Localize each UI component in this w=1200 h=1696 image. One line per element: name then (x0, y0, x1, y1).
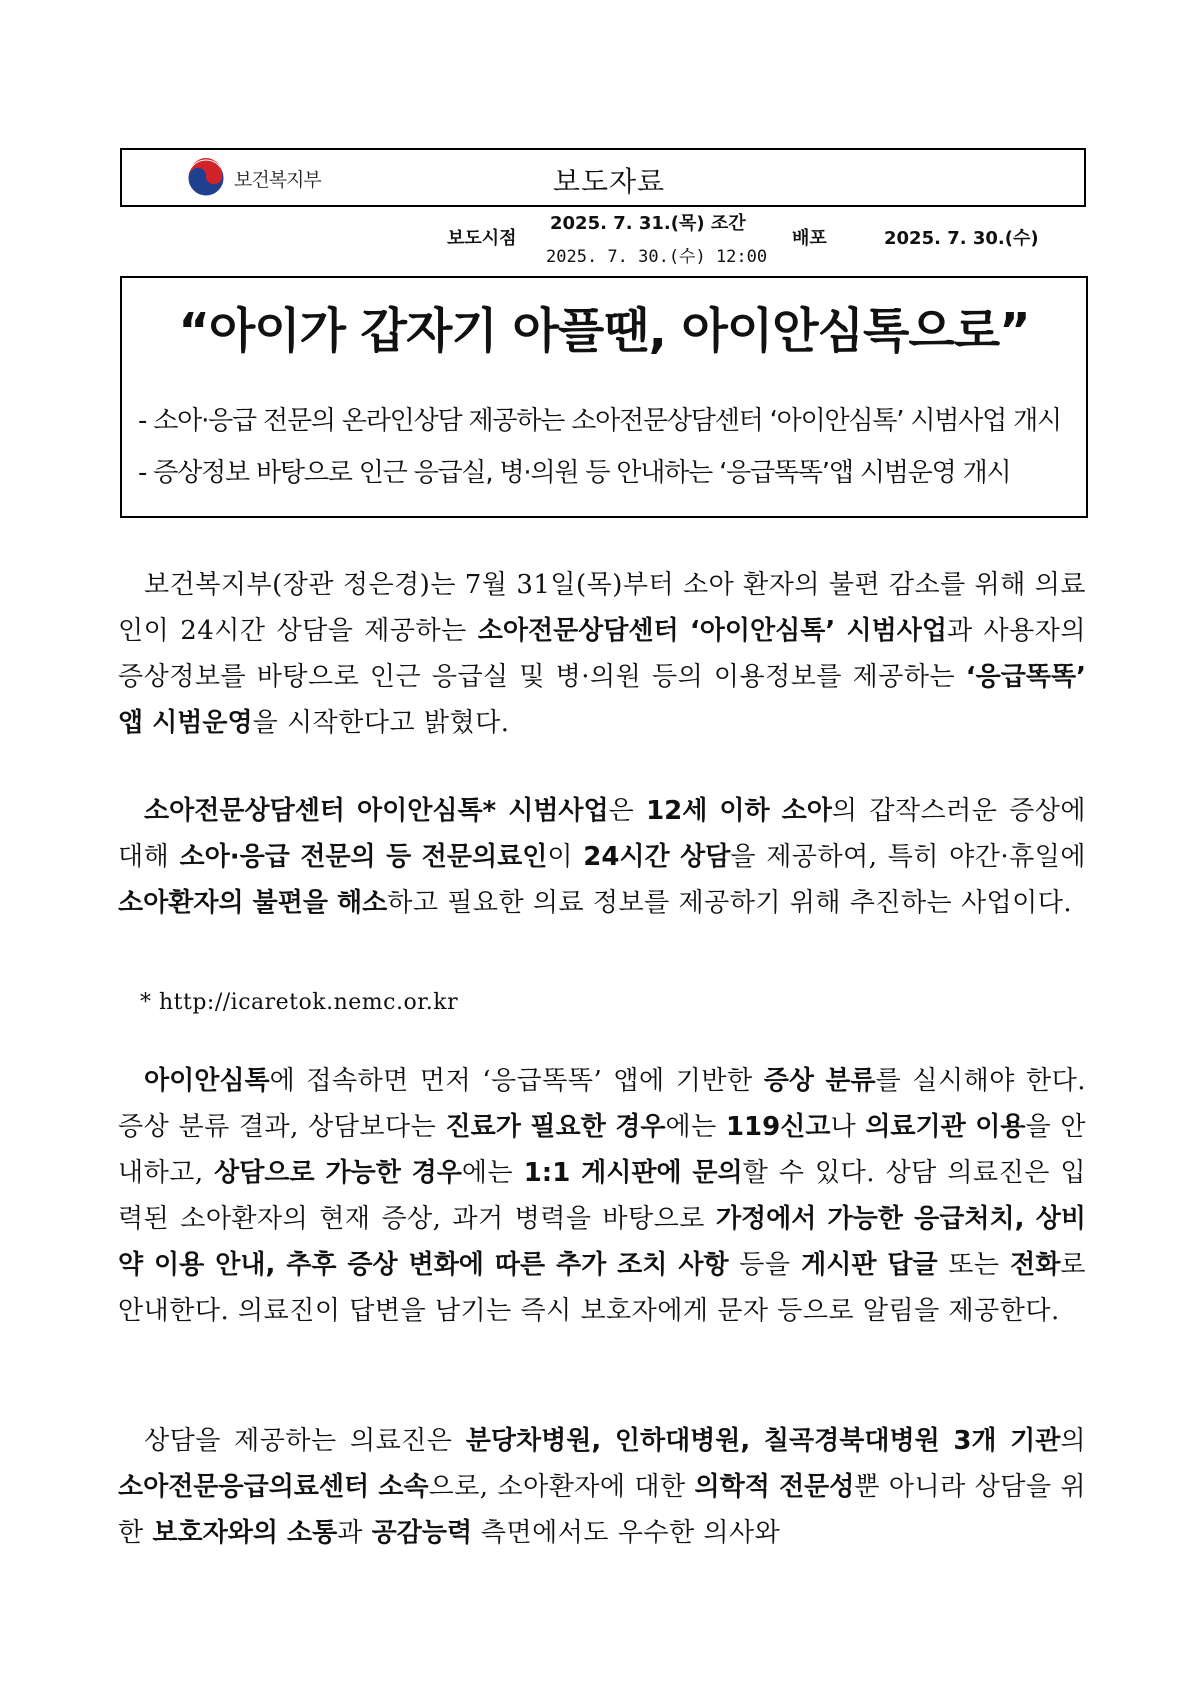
distribution-label: 배포 (792, 228, 827, 249)
p4-text-4: 뿐 아니라 상담을 위한 (118, 1472, 1087, 1548)
p1-text-1: 보건복지부(장관 정은경)는 7월 31일(목)부터 소아 환자의 불편 감소를 위해 의료인이 24시간 상담을 제공하는 (118, 570, 1086, 646)
p1-bold-2: ‘응급똑똑’ 앱 시범운영 (118, 662, 1086, 738)
p4-text-5: 과 (337, 1518, 372, 1548)
subtitle-2: - 증상정보 바탕으로 인근 응급실, 병·의원 등 안내하는 ‘응급똑똑’앱 시범운영 개시 (138, 458, 1011, 488)
p4-bold-3: 의학적 전문성 (694, 1472, 855, 1502)
paragraph-4 (118, 1418, 1086, 1556)
p3-text-6: 에는 (461, 1158, 524, 1188)
p4-bold-1: 분당차병원, 인하대병원, 칠곡경북대병원 3개 기관 (465, 1426, 1061, 1456)
p3-bold-5: 의료기관 이용 (865, 1112, 1026, 1142)
p1-text-3: 을 시작한다고 밝혔다. (252, 708, 510, 738)
p3-text-4: 나 (830, 1112, 866, 1142)
embargo-label: 보도시점 (447, 228, 517, 249)
p3-text-10: 로 안내한다. 의료진이 답변을 남기는 즉시 보호자에게 문자 등으로 알림을 제공한다. (118, 1250, 1087, 1326)
p4-bold-5: 공감능력 (371, 1518, 473, 1548)
paragraph-1 (118, 562, 1086, 746)
ministry-name: 보건복지부 (234, 168, 321, 191)
p3-bold-6: 상담으로 가능한 경우 (214, 1158, 462, 1188)
p2-bold-4: 24시간 상담 (583, 842, 731, 872)
p3-text-1: 에 접속하면 먼저 ‘응급똑똑’ 앱에 기반한 (269, 1066, 764, 1096)
p4-bold-4: 보호자와의 소통 (152, 1518, 338, 1548)
p3-text-9: 또는 (937, 1250, 1011, 1280)
p2-bold-3: 소아·응급 전문의 등 전문의료인 (179, 842, 548, 872)
p3-text-7: 할 수 있다. 상담 의료진은 입력된 소아환자의 현재 증상, 과거 병력을 바탕으로 (118, 1158, 1086, 1234)
p3-text-3: 에는 (665, 1112, 726, 1142)
embargo-online-time: 2025. 7. 30.(수) 12:00 (546, 247, 768, 267)
p2-text-1: 은 (608, 796, 647, 826)
p4-text-1: 상담을 제공하는 의료진은 (144, 1426, 466, 1456)
footnote-url: * http://icaretok.nemc.or.kr (140, 990, 459, 1015)
p3-text-2: 를 실시해야 한다. 증상 분류 결과, 상담보다는 (118, 1066, 1086, 1142)
p2-text-5: 하고 필요한 의료 정보를 제공하기 위해 추진하는 사업이다. (387, 888, 1073, 918)
p3-bold-10: 전화 (1010, 1250, 1061, 1280)
document-type: 보도자료 (552, 165, 666, 198)
p3-bold-7: 1:1 게시판에 문의 (523, 1158, 743, 1188)
p3-bold-2: 증상 분류 (763, 1066, 876, 1096)
paragraph-3 (118, 1058, 1086, 1334)
p3-bold-1: 아이안심톡 (144, 1066, 270, 1096)
p1-text-2: 과 사용자의 증상정보를 바탕으로 인근 응급실 및 병·의원 등의 이용정보를 제공하는 (118, 616, 1086, 692)
p2-bold-5: 소아환자의 불편을 해소 (118, 888, 388, 918)
p3-bold-8: 가정에서 가능한 응급처치, 상비약 이용 안내, 추후 증상 변화에 따른 추가 조치 사항 (118, 1204, 1086, 1280)
p4-bold-2: 소아전문응급의료센터 소속 (118, 1472, 429, 1502)
subtitle-1: - 소아·응급 전문의 온라인상담 제공하는 소아전문상담센터 ‘아이안심톡’ 시범사업 개시 (138, 406, 1061, 436)
p1-bold-1: 소아전문상담센터 ‘아이안심톡’ 시범사업 (477, 616, 947, 646)
p4-text-2: 의 (1060, 1426, 1087, 1456)
p2-bold-1: 소아전문상담센터 아이안심톡* 시범사업 (144, 796, 609, 826)
p3-bold-4: 119신고 (725, 1112, 831, 1142)
p4-text-6: 측면에서도 우수한 의사와 (472, 1518, 781, 1548)
p3-text-8: 등을 (728, 1250, 802, 1280)
p2-text-4: 을 제공하여, 특히 야간·휴일에 (730, 842, 1087, 872)
p2-text-2: 의 갑작스러운 증상에 대해 (118, 796, 1086, 872)
distribution-date: 2025. 7. 30.(수) (884, 228, 1039, 249)
p3-bold-9: 게시판 답글 (801, 1250, 938, 1280)
p4-text-3: 으로, 소아환자에 대한 (428, 1472, 695, 1502)
p3-bold-3: 진료가 필요한 경우 (445, 1112, 666, 1142)
p3-text-5: 을 안내하고, (118, 1112, 1086, 1188)
headline: “아이가 갑자기 아플땐, 아이안심톡으로” (178, 303, 1030, 359)
p2-bold-2: 12세 이하 소아 (646, 796, 832, 826)
p2-text-3: 이 (547, 842, 584, 872)
embargo-date: 2025. 7. 31.(목) 조간 (550, 213, 746, 234)
paragraph-2 (118, 788, 1086, 926)
